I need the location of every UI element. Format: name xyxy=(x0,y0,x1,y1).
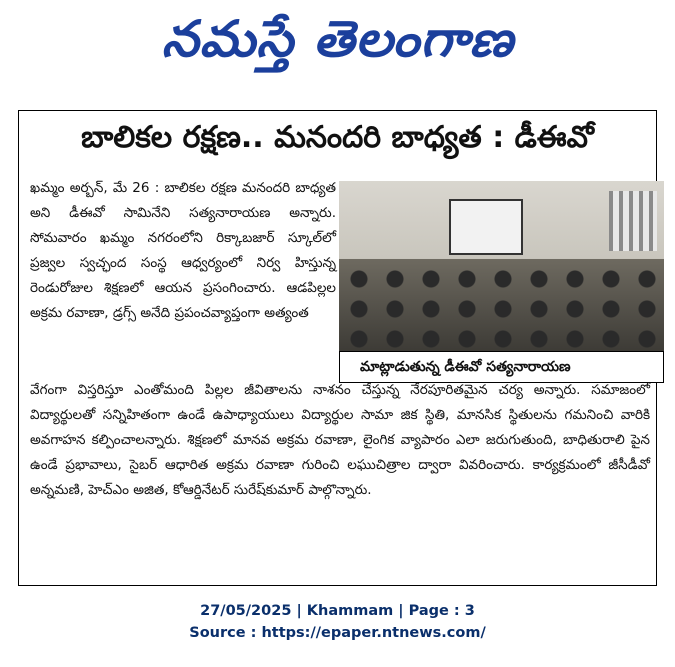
photo-window xyxy=(609,191,657,251)
article-body-full: వేగంగా విస్తరిస్తూ ఎంతోమంది పిల్లల జీవితాలను నాశనం చేస్తున్న నేరపూరితమైన చర్య అన్నారు. సమాజంలో విద్యార్థులతో సన్నిహితంగా ఉండే ఉపాధ్యాయులు విద్యార్థుల సామా జిక స్థితి, మానసిక స్థితులను గమనించి వారికి అవగాహన కల్పించాలన్నారు. శిక్షణలో మానవ అక్రమ రవాణా, లైంగిక వ్యాపారం ఎలా జరుగుతుంది, బాధితురాలి పైన ఉండే ప్రభావాలు, సైబర్ ఆధారిత అక్రమ రవాణా గురించి లఘుచిత్రాల ద్వారా వివరించారు. కార్యక్రమంలో జీసీడీవో అన్నమణి, హెచ్ఎం అజిత, కోఆర్డినేటర్ సురేష్‌కుమార్ పాల్గొన్నారు. xyxy=(30,382,650,498)
footer-source-line[interactable]: Source : https://epaper.ntnews.com/ xyxy=(189,625,486,641)
photo-banner xyxy=(449,199,523,255)
article-photo xyxy=(339,181,664,351)
masthead-title: నమస్తే తెలంగాణ xyxy=(161,10,514,68)
footer-date-line: 27/05/2025 | Khammam | Page : 3 xyxy=(200,603,475,619)
article-body-column: ఖమ్మం అర్బన్, మే 26 : బాలికల రక్షణ మనందరి బాధ్యత అని డీఈవో సామినేని సత్యనారాయణ అన్నారు. సోమవారం ఖమ్మం నగరంలోని రిక్కాబజార్ స్కూల్‌లో ప్రజ్వల స్వచ్ఛంద సంస్థ ఆధ్వర్యంలో నిర్వ హిస్తున్న రెండురోజుల శిక్షణలో ఆయన ప్రసంగించారు. ఆడపిల్లల అక్రమ రవాణా, డ్రగ్స్ అనేది ప్రపంచవ్యాప్తంగా అత్యంత xyxy=(30,180,336,321)
newspaper-masthead xyxy=(0,0,675,80)
article-headline: బాలికల రక్షణ.. మనందరి బాధ్యత : డీఈవో xyxy=(81,120,594,155)
photo-audience xyxy=(339,259,664,351)
page-footer xyxy=(0,600,675,644)
photo-caption: మాట్లాడుతున్న డీఈవో సత్యనారాయణ xyxy=(339,351,664,383)
